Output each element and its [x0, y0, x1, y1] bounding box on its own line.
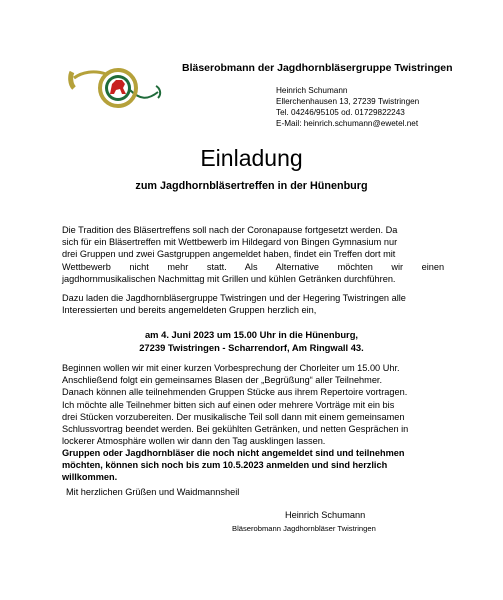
- text-line: Gruppen oder Jagdhornbläser die noch nicht angemeldet sind und teilnehmen: [62, 448, 405, 458]
- text-line: Beginnen wollen wir mit einer kurzen Vorbesprechung der Chorleiter um 15.00 Uhr.: [62, 363, 400, 373]
- paragraph-registration: [62, 447, 444, 484]
- text-line: drei Stücken vorzubereiten. Der musikalische Teil soll dann mit einem gemeinsamen: [62, 411, 405, 422]
- paragraph-intro: [62, 224, 444, 285]
- signature-role: Bläserobmann Jagdhornbläser Twistringen: [232, 524, 376, 533]
- contact-address: Ellerchenhausen 13, 27239 Twistringen: [276, 97, 420, 106]
- closing-greeting: Mit herzlichen Grüßen und Waidmannsheil: [66, 487, 240, 497]
- text-line: Ich möchte alle Teilnehmer bitten sich auf einen oder mehrere Vorträge mit ein bis: [62, 399, 395, 410]
- text-line: willkommen.: [62, 472, 118, 483]
- text-line: Anschließend folgt ein gemeinsames Blasen der „Begrüßung“ aller Teilnehmer.: [62, 375, 383, 386]
- text-line: Wettbewerb nicht mehr statt. Als Alternative möchten wir einen: [62, 261, 445, 272]
- text-line: Die Tradition des Bläsertreffens soll nach der Coronapause fortgesetzt werden. Da: [62, 225, 398, 235]
- text-line: sich für ein Bläsertreffen mit Wettbewerb im Hildegard von Bingen Gymnasium nur: [62, 237, 398, 248]
- document-title: Einladung: [200, 145, 303, 171]
- signature-name: Heinrich Schumann: [285, 510, 366, 520]
- organization-title: Bläserobmann der Jagdhornbläsergruppe Twistringen: [182, 62, 453, 74]
- text-line: jagdhornmusikalischen Nachmittag mit Grillen und kühlen Getränken durchführen.: [62, 273, 396, 284]
- text-line: möchten, können sich noch bis zum 10.5.2023 anmelden und sind herzlich: [62, 460, 388, 471]
- text-line: Interessierten und bereits angemeldeten Gruppen herzlich ein,: [62, 305, 317, 316]
- contact-name: Heinrich Schumann: [276, 86, 348, 95]
- text-line: Danach können alle teilnehmenden Gruppen Stücke aus ihrem Repertoire vortragen.: [62, 387, 408, 398]
- event-date-line: am 4. Juni 2023 um 15.00 Uhr in die Hünenburg,: [144, 329, 359, 340]
- text-line: drei Gruppen und zwei Gastgruppen angemeldet haben, findet ein Treffen dort mit: [62, 249, 396, 260]
- event-details: [0, 329, 503, 354]
- event-location-line: 27239 Twistringen - Scharrendorf, Am Ringwall 43.: [139, 341, 364, 353]
- document-subtitle: zum Jagdhornbläsertreffen in der Hünenburg: [135, 180, 368, 192]
- paragraph-invitation: [62, 292, 444, 316]
- contact-email: E-Mail: heinrich.schumann@ewetel.net: [276, 119, 419, 128]
- hunting-horn-logo-icon: [68, 66, 164, 112]
- text-line: Schlussvortrag beendet werden. Bei gekühlten Getränken, und netten Gesprächen in: [62, 424, 409, 435]
- contact-phone: Tel. 04246/95105 od. 01729822243: [276, 108, 405, 117]
- text-line: Dazu laden die Jagdhornbläsergruppe Twistringen und der Hegering Twistringen alle: [62, 293, 406, 303]
- paragraph-program: [62, 362, 444, 447]
- text-line: lockerer Atmosphäre wollen wir dann den Tag ausklingen lassen.: [62, 436, 326, 447]
